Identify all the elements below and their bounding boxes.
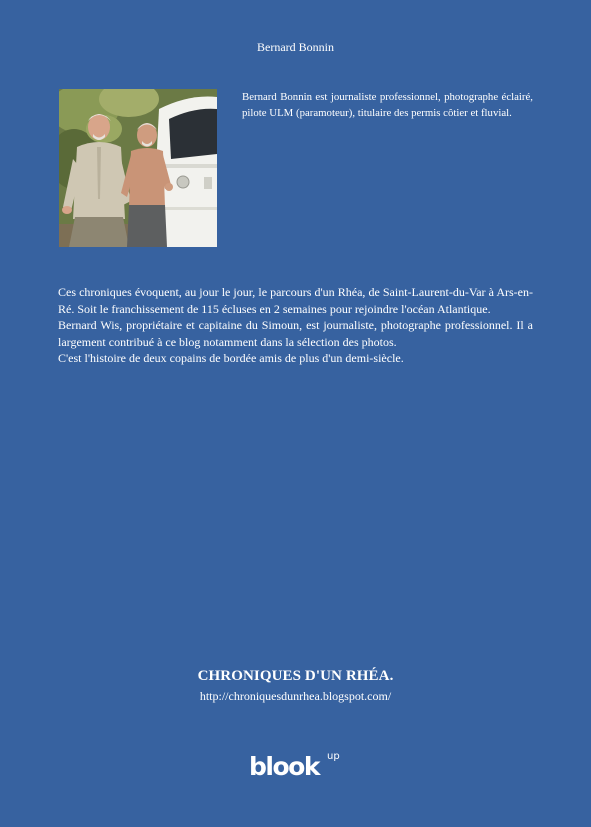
publisher-logo xyxy=(249,752,343,786)
publisher-logo-text: blook xyxy=(249,752,319,781)
description-paragraph: Bernard Wis, propriétaire et capitaine du Simoun, est journaliste, photographe professionnel. Il a largement contribué à ce blog notamment dans la sélection des photos. xyxy=(58,318,533,349)
description-paragraph: Ces chroniques évoquent, au jour le jour, le parcours d'un Rhéa, de Saint-Laurent-du-Var à Ars-en-Ré. Soit le franchissement de 115 écluses en 2 semaines pour rejoindre l'océan Atlantique. xyxy=(58,285,533,316)
author-photo xyxy=(59,89,217,247)
author-name: Bernard Bonnin xyxy=(257,40,334,54)
book-url: http://chroniquesdunrhea.blogspot.com/ xyxy=(199,689,392,703)
description-paragraph: C'est l'histoire de deux copains de bordée amis de plus d'un demi-siècle. xyxy=(58,351,404,365)
book-description xyxy=(58,284,533,367)
book-title: CHRONIQUES D'UN RHÉA. xyxy=(197,668,394,684)
author-bio: Bernard Bonnin est journaliste professionnel, photographe éclairé, pilote ULM (paramoteur), titulaire des permis côtier et fluvial. xyxy=(242,91,533,119)
publisher-logo-superscript: up xyxy=(327,751,340,762)
